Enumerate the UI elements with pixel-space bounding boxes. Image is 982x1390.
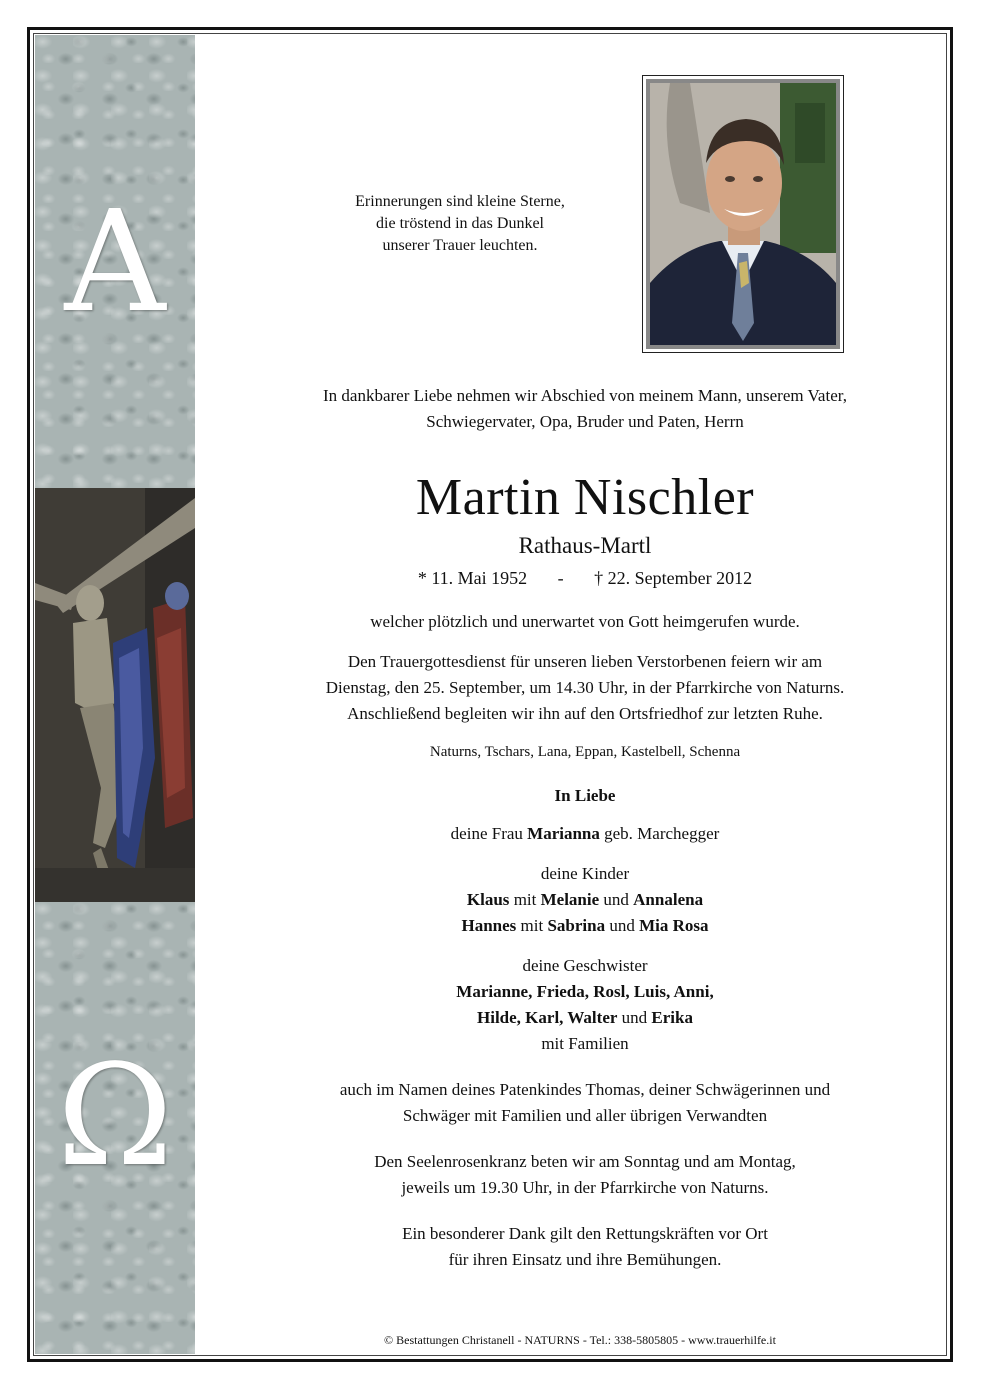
children-label: deine Kinder [540,864,630,883]
thanks-paragraph [230,1221,940,1273]
decorative-side-strip [35,35,195,1354]
places-line: Naturns, Tschars, Lana, Eppan, Kastelbell, Schenna [429,744,741,760]
omega-letter: Ω [56,1035,174,1198]
thanks-line: für ihren Einsatz und ihre Bemühungen. [448,1250,722,1269]
children-line: Klaus mit Melanie und Annalena [466,890,704,909]
quote-line: die tröstend in das Dunkel [376,215,544,232]
deceased-name: Martin Nischler [415,469,755,526]
quote-line: unserer Trauer leuchten. [382,237,538,254]
intro-line: Schwiegervater, Opa, Bruder und Paten, Herrn [426,412,744,431]
mourners-heading: In Liebe [554,786,616,805]
crucifix-mosaic-image [35,488,195,902]
siblings-label: deine Geschwister [522,956,648,975]
intro-line: In dankbarer Liebe nehmen wir Abschied von meinem Mann, unserem Vater, [323,386,847,405]
wife-line: deine Frau Marianna geb. Marchegger [450,824,720,843]
obituary-body [230,383,940,1273]
service-line: Den Trauergottesdienst für unseren lieben Verstorbenen feiern wir am [347,652,823,671]
birth-date: * 11. Mai 1952 [417,568,528,588]
also-line: Schwäger mit Familien und aller übrigen Verwandten [402,1106,768,1125]
portrait-photo [646,79,840,349]
rosary-line: jeweils um 19.30 Uhr, in der Pfarrkirche von Naturns. [401,1178,769,1197]
called-home-line: welcher plötzlich und unerwartet von Gott heimgerufen wurde. [370,612,800,631]
quote-line: Erinnerungen sind kleine Sterne, [355,193,565,210]
memorial-quote [300,191,620,257]
service-line: Dienstag, den 25. September, um 14.30 Uhr, in der Pfarrkirche von Naturns. [325,678,845,697]
portrait-person-icon [650,83,836,345]
crucifix-mosaic-icon [35,488,195,902]
thanks-line: Ein besonderer Dank gilt den Rettungskräften vor Ort [402,1224,768,1243]
service-line: Anschließend begleiten wir ihn auf den Ortsfriedhof zur letzten Ruhe. [347,704,823,723]
rosary-paragraph [230,1149,940,1201]
life-dates [230,565,940,591]
also-line: auch im Namen deines Patenkindes Thomas, deiner Schwägerinnen und [339,1080,831,1099]
siblings-families: mit Familien [541,1034,629,1053]
date-separator: - [557,568,564,588]
funeral-service-paragraph [230,649,940,727]
rosary-line: Den Seelenrosenkranz beten wir am Sonntag und am Montag, [374,1152,796,1171]
death-date: † 22. September 2012 [594,568,753,588]
siblings-line: Hilde, Karl, Walter und Erika [477,1008,693,1027]
funeral-home-footer: © Bestattungen Christanell - NATURNS - Tel.: 338-5805805 - www.trauerhilfe.it [384,1333,776,1347]
children-line: Hannes mit Sabrina und Mia Rosa [461,916,709,935]
also-in-name-paragraph [230,1077,940,1129]
portrait-photo-frame [642,75,844,353]
siblings-line: Marianne, Frieda, Rosl, Luis, Anni, [456,982,714,1001]
deceased-nickname: Rathaus-Martl [518,533,652,558]
alpha-letter: A [64,181,166,344]
